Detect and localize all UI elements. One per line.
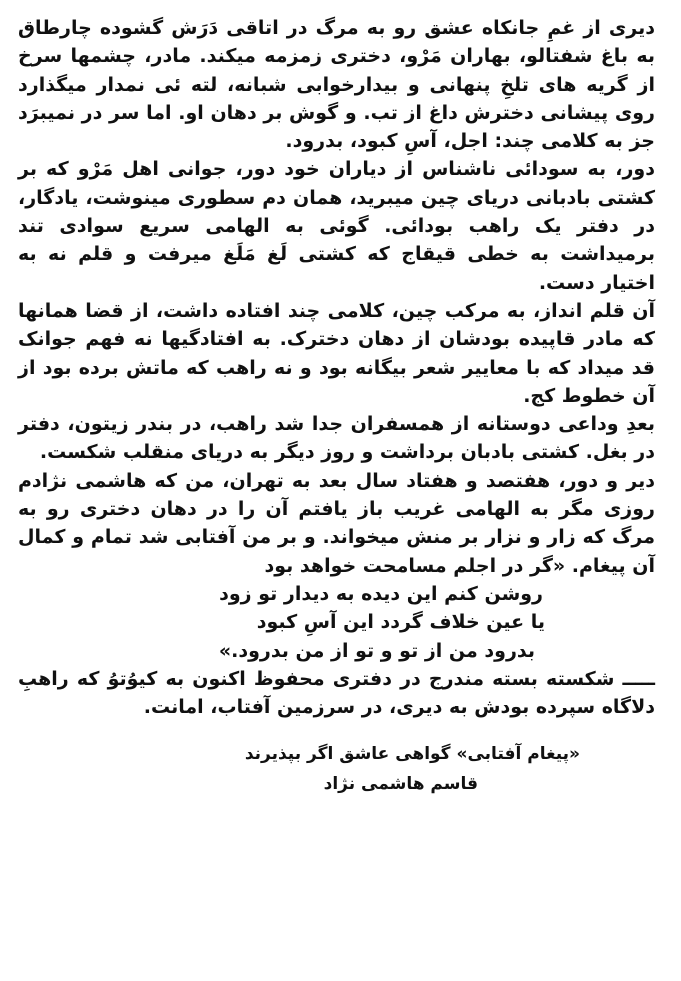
- verse-block: [18, 580, 655, 665]
- footer: [18, 739, 655, 799]
- paragraph-3: آن قلم انداز، به مرکب چین، کلامی چند افتاده داشت، از قضا همانها که مادر قاپیده بودشان از دهان دخترک. به افتادگیها نه فهم جوانک قد میداد که با معاییر شعر بیگانه بود و نه راهب که ماتش برده بود از آن خطوط کج.: [18, 299, 655, 407]
- closing-paragraph: ـــــ شکسته بسته مندرج در دفتری محفوظ اکنون به کیوُتوُ که راهبِ دلاگاه سپرده بودش به دیری، در سرزمین آفتاب، امانت.: [18, 667, 655, 719]
- paragraph-2: دور، به سودائی ناشناس از دیاران خود دور، جوانی اهل مَرْو که بر کشتی بادبانی دریای چین میبرید، همان دم سطوری مینوشت، یادگار، در دفتر یک راهب بودائی. گوئی به الهامی سریع سوادی تند برمیداشت به خطی قیقاج که کشتی لَغ مَلَغ میرفت و قلم نه به اختیار دست.: [18, 158, 655, 294]
- verse-line-3: بدرود من از تو و تو از من بدرود.»: [218, 639, 535, 662]
- author-name: قاسم هاشمی نژاد: [323, 774, 478, 795]
- verse-line-1: روشن کنم این دیده به دیدار تو زود: [219, 582, 543, 605]
- paragraph-5: دیر و دور، هفتصد و هفتاد سال بعد به تهران، من که هاشمی نژادم روزی مگر به الهامی غریب باز یافتم آن را در دهان دختری رو به مرگ که زار و نزار بر منش میخواند. و بر من آفتابی شد تمام و کمال آن پیغام. «گر در اجلم مسامحت خواهد بود: [18, 469, 655, 577]
- verse-line-2: یا عین خلاف گردد این آسِ کبود: [256, 611, 545, 634]
- document-body: [18, 14, 655, 580]
- footer-line: «پیغام آفتابی» گواهی عاشق اگر بپذیرند: [244, 744, 580, 765]
- closing-paragraph-wrapper: [18, 665, 655, 722]
- paragraph-1: دیری از غمِ جانکاه عشق رو به مرگ در اتاقی دَرَش گشوده چارطاق به باغ شفتالو، بهاران مَرْو، دختری زمزمه میکند. مادر، چشمها سرخ از گریه های تلخِ پنهانی و بیدارخوابی شبانه، لته ئی نمدار میگذارد روی پیشانی دخترش داغ از تب. و گوش بر دهان او. اما سر در نمیبرَد جز به کلامی چند: اجل، آسِ کبود، بدرود.: [18, 17, 655, 153]
- paragraph-4: بعدِ وداعی دوستانه از همسفران جدا شد راهب، در بندر زیتون، دفتر در بغل. کشتی بادبان برداشت و روز دیگر به دریای منقلب شکست.: [18, 413, 655, 464]
